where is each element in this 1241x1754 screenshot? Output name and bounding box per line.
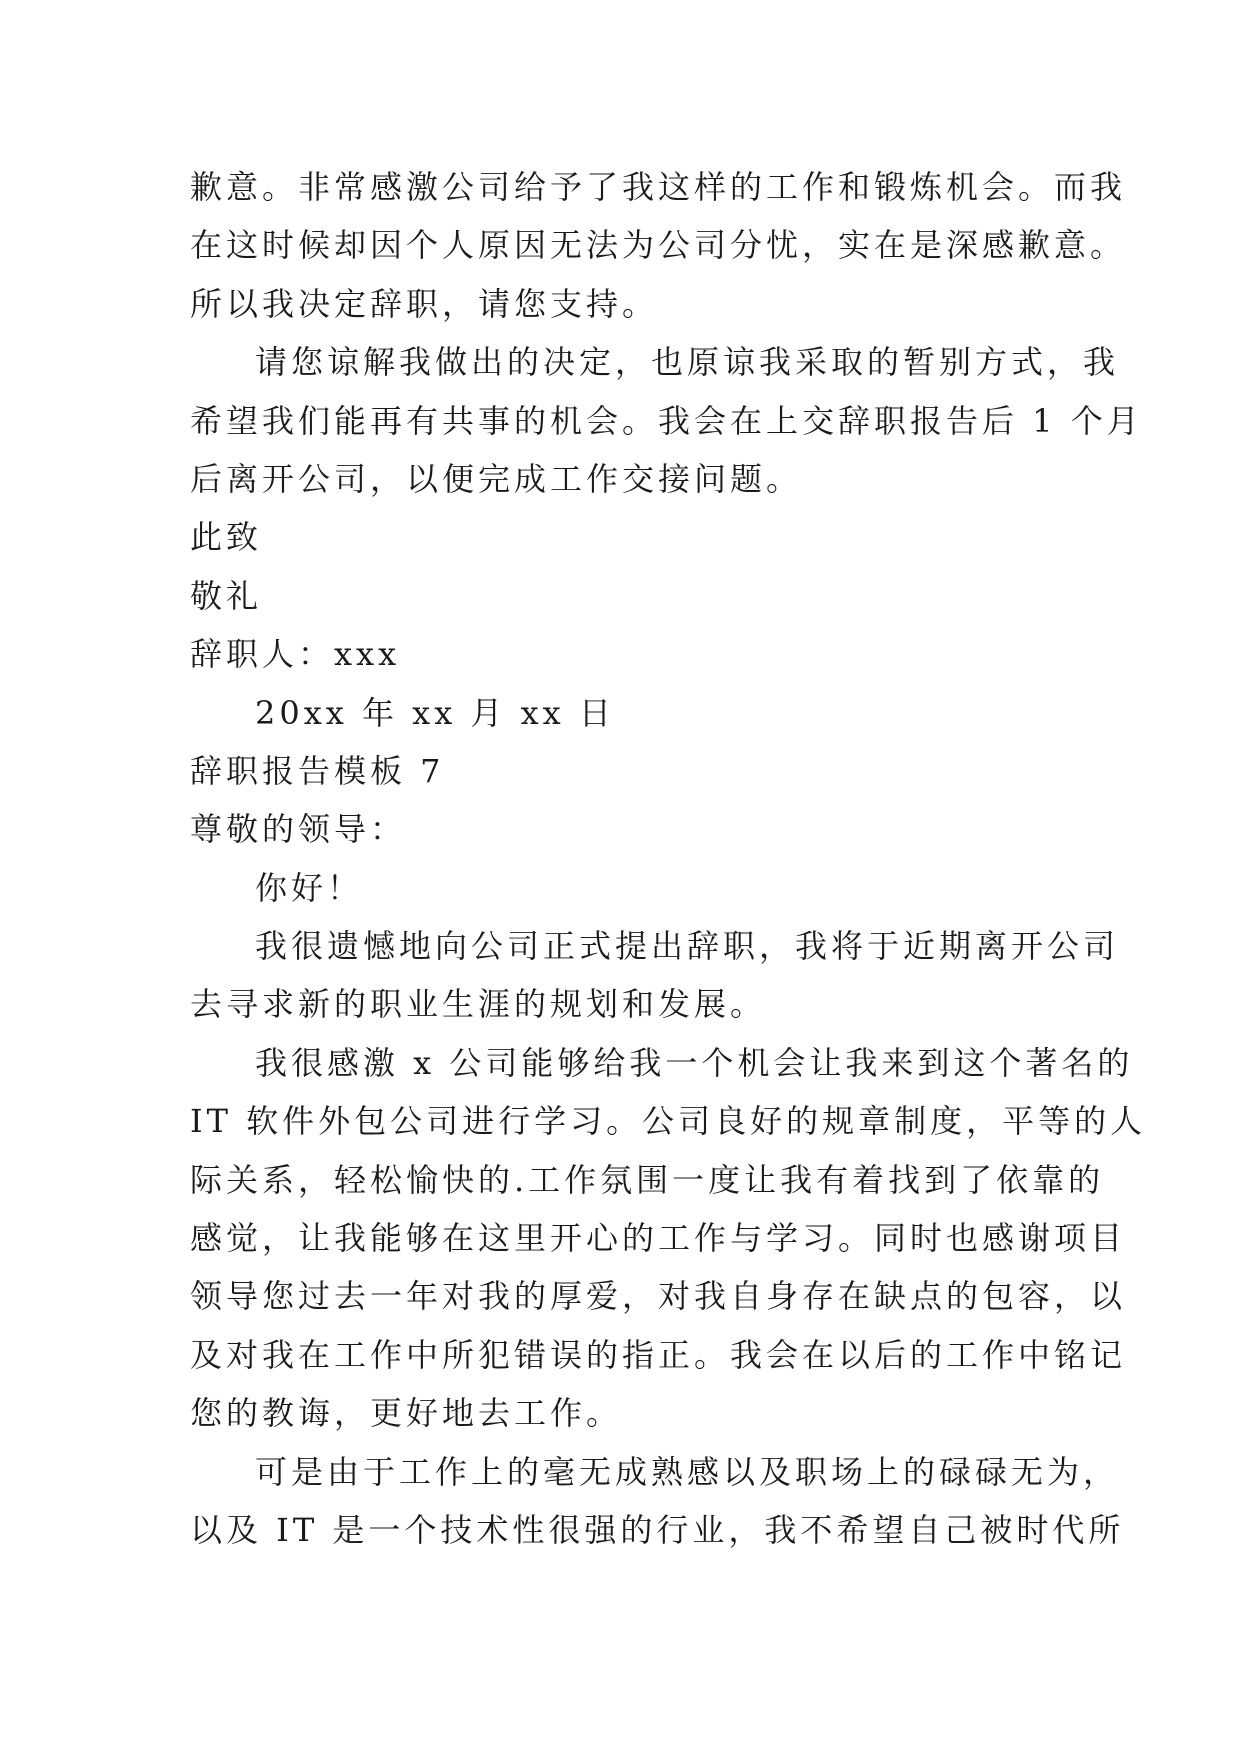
text-line: 感觉，让我能够在这里开心的工作与学习。同时也感谢项目 xyxy=(190,1219,1127,1258)
text-line: 我很遗憾地向公司正式提出辞职，我将于近期离开公司 xyxy=(255,927,1120,966)
document-body xyxy=(190,158,1147,1559)
text-line: 及对我在工作中所犯错误的指正。我会在以后的工作中铭记 xyxy=(190,1335,1127,1374)
text-line: 以及 IT 是一个技术性很强的行业，我不希望自己被时代所 xyxy=(190,1510,1125,1549)
text-line: 歉意。非常感激公司给予了我这样的工作和锻炼机会。而我 xyxy=(190,168,1127,206)
text-line: 在这时候却因个人原因无法为公司分忧，实在是深感歉意。 xyxy=(190,226,1127,265)
text-line: 所以我决定辞职，请您支持。 xyxy=(190,284,659,323)
text-line: 去寻求新的职业生涯的规划和发展。 xyxy=(190,985,767,1024)
text-line: 领导您过去一年对我的厚爱，对我自身存在缺点的包容，以 xyxy=(190,1277,1127,1316)
text-line: 我很感激 x 公司能够给我一个机会让我来到这个著名的 xyxy=(255,1043,1134,1082)
section-title: 辞职报告模板 7 xyxy=(190,751,445,790)
text-line: 后离开公司，以便完成工作交接问题。 xyxy=(190,459,803,498)
closing-regards: 敬礼 xyxy=(190,576,263,615)
date-line: 20xx 年 xx 月 xx 日 xyxy=(255,693,615,732)
text-line: 请您谅解我做出的决定，也原谅我采取的暂别方式，我 xyxy=(255,343,1120,382)
closing-salutation: 此致 xyxy=(190,518,263,557)
text-line: 可是由于工作上的毫无成熟感以及职场上的碌碌无为， xyxy=(255,1452,1120,1491)
greeting-recipient: 尊敬的领导： xyxy=(190,810,407,849)
greeting: 你好！ xyxy=(255,868,364,907)
text-line: IT 软件外包公司进行学习。公司良好的规章制度，平等的人 xyxy=(190,1102,1147,1141)
text-line: 希望我们能再有共事的机会。我会在上交辞职报告后 1 个月 xyxy=(190,401,1143,440)
text-line: 际关系，轻松愉快的.工作氛围一度让我有着找到了依靠的 xyxy=(190,1160,1105,1199)
signature-line: 辞职人：xxx xyxy=(190,635,401,674)
text-line: 您的教诲，更好地去工作。 xyxy=(190,1394,623,1433)
